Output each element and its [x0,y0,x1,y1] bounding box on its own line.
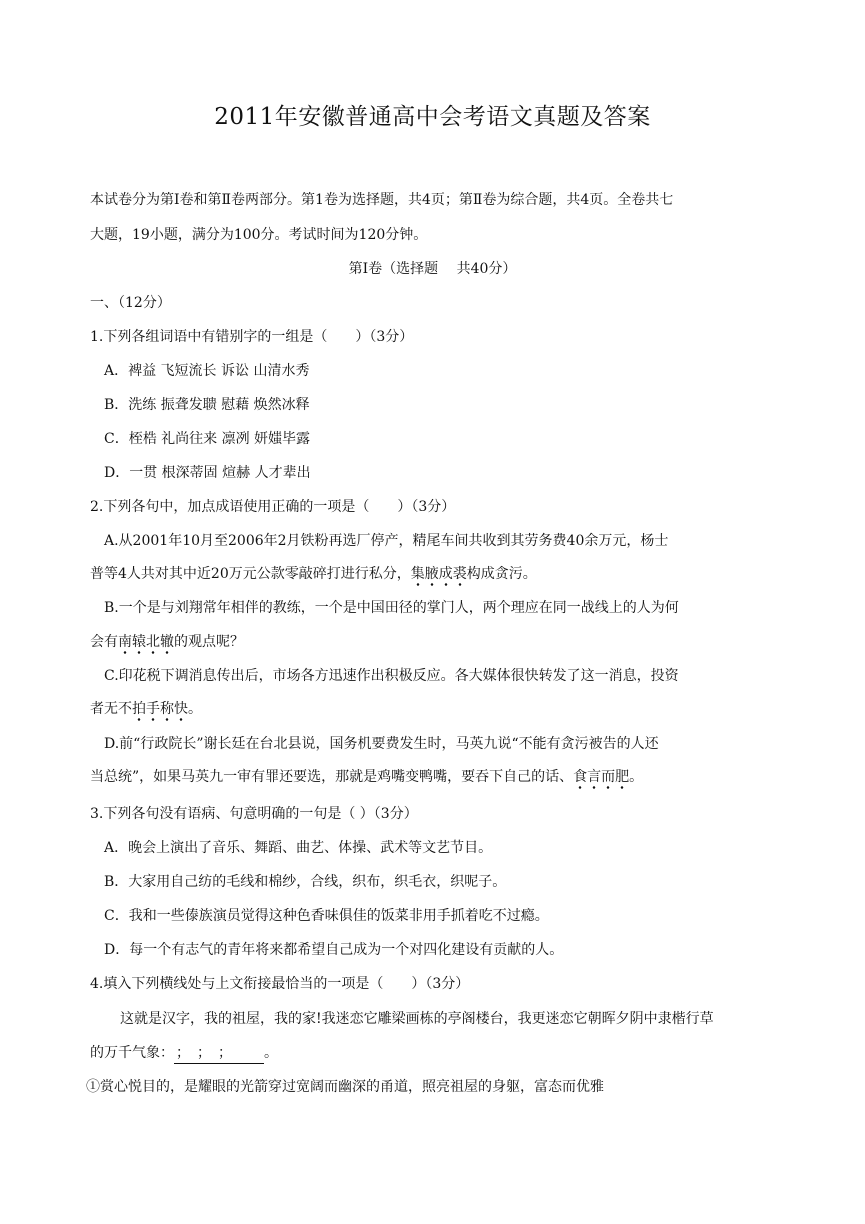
q4-fill-blank: ； ； ； [174,1043,264,1064]
q3-option-c: C．我和一些傣族演员觉得这种色香味俱佳的饭菜非用手抓着吃不过瘾。 [104,908,549,924]
q2-c-dotted-idiom: 拍手称快 [132,701,188,722]
q4-passage-line-1: 这就是汉字，我的祖屋，我的家!我迷恋它雕梁画栋的亭阁楼台，我更迷恋它朝晖夕阴中隶楷行草 [120,1011,714,1027]
q2-b-text-post: 的观点呢？ [174,634,244,650]
q2-option-d-line-2 [90,767,643,787]
q2-option-a-line-2 [90,564,537,584]
intro-line-1: 本试卷分为第Ⅰ卷和第Ⅱ卷两部分。第1卷为选择题，共4页；第Ⅱ卷为综合题，共4页。全卷共七 [90,192,674,208]
q2-d-dotted-idiom: 食言而肥 [573,769,629,790]
q2-c-text-post: 。 [188,701,202,717]
document-title: 2011年安徽普通高中会考语文真题及答案 [214,104,651,130]
q2-option-b-line-2 [90,632,244,652]
q3-option-a: A．晚会上演出了音乐、舞蹈、曲艺、体操、武术等文艺节目。 [104,840,493,856]
q3-stem: 3.下列各句没有语病、句意明确的一句是（ ）（3分） [90,806,418,822]
q3-option-d: D．每一个有志气的青年将来都希望自己成为一个对四化建设有贡献的人。 [104,942,564,958]
section-heading: 第Ⅰ卷（选择题 共40分） [348,261,517,277]
q2-d-text-post: 。 [629,769,644,785]
q4-passage-pre: 的万千气象： [90,1045,174,1061]
q4-item-1: ①赏心悦目的，是耀眼的光箭穿过宽阔而幽深的甬道，照亮祖屋的身躯，富态而优雅 [86,1079,604,1095]
q2-stem: 2.下列各句中，加点成语使用正确的一项是（ ）（3分） [90,499,456,515]
q2-option-c-line-2 [90,699,202,719]
q1-option-a: A．裨益 飞短流长 诉讼 山清水秀 [104,363,310,379]
q2-option-a-line-1: A.从2001年10月至2006年2月铁粉再选厂停产，精尾车间共收到其劳务费40余万元，杨士 [104,533,669,549]
q2-a-text-post: 构成贪污。 [466,566,537,582]
q2-d-text-pre: 当总统”，如果马英九一审有罪还要选，那就是鸡嘴变鸭嘴，要吞下自己的话、 [90,769,574,785]
q2-a-dotted-idiom: 集腋成裘 [411,566,467,587]
q1-option-c: C．桎梏 礼尚往来 凛冽 妍媸毕露 [104,431,311,447]
intro-line-2: 大题，19小题，满分为100分。考试时间为120分钟。 [90,227,428,243]
q4-passage-post: 。 [264,1045,278,1061]
q1-option-b: B．洗练 振聋发聩 慰藉 焕然冰释 [104,397,310,413]
q2-b-dotted-idiom: 南辕北辙 [118,634,174,655]
q1-stem: 1.下列各组词语中有错别字的一组是（ ）（3分） [90,329,414,345]
q2-b-text-pre: 会有 [90,634,118,650]
q2-option-d-line-1: D.前“行政院长”谢长廷在台北县说，国务机要费发生时，马英九说“不能有贪污被告的人还 [104,736,659,752]
q4-stem: 4.填入下列横线处与上文衔接最恰当的一项是（ ）（3分） [90,976,470,992]
q2-option-c-line-1: C.印花税下调消息传出后，市场各方迅速作出积极反应。各大媒体很快转发了这一消息，投资 [104,668,679,684]
q2-c-text-pre: 者无不 [90,701,132,717]
q1-option-d: D．一贯 根深蒂固 煊赫 人才辈出 [104,465,311,481]
q4-passage-line-2 [90,1043,278,1064]
q3-option-b: B．大家用自己纺的毛线和棉纱，合线，织布，织毛衣，织呢子。 [104,874,507,890]
q2-option-b-line-1: B.一个是与刘翔常年相伴的教练，一个是中国田径的掌门人，两个理应在同一战线上的人为何 [104,600,679,616]
q2-a-text-pre: 普等4人共对其中近20万元公款零敲碎打进行私分， [90,566,411,582]
part-one-heading: 一、（12分） [90,295,171,311]
